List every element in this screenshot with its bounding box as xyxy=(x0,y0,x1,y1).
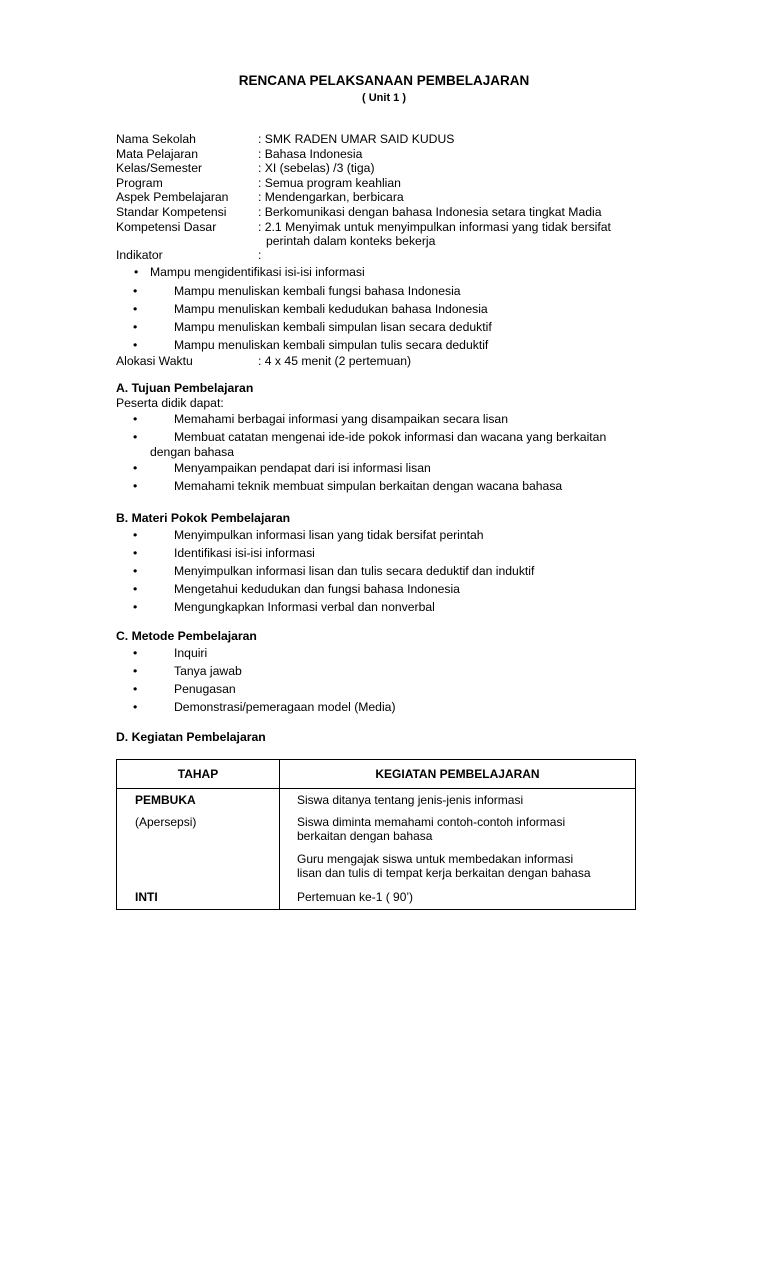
bullet-icon: • xyxy=(133,682,138,696)
tahap-inti: INTI xyxy=(135,890,158,904)
identity-row xyxy=(116,220,656,235)
list-item: • Menyampaikan pendapat dari isi informasi lisan xyxy=(133,461,431,475)
indikator-colon: : xyxy=(258,248,262,263)
bullet-icon: • xyxy=(133,479,138,493)
bullet-icon: • xyxy=(133,664,138,678)
bullet-icon: • xyxy=(133,546,138,560)
identity-value: : Mendengarkan, berbicara xyxy=(258,190,404,205)
bullet-icon: • xyxy=(133,319,138,334)
list-item: • Identifikasi isi-isi informasi xyxy=(133,546,315,560)
list-item: • Inquiri xyxy=(133,646,208,660)
bullet-icon: • xyxy=(133,283,138,298)
alokasi-row xyxy=(116,354,656,369)
list-item: • Menyimpulkan informasi lisan yang tidak bersifat perintah xyxy=(133,528,484,542)
page-subtitle: ( Unit 1 ) xyxy=(362,92,406,104)
identity-row xyxy=(116,147,656,162)
column-header-kegiatan: KEGIATAN PEMBELAJARAN xyxy=(280,760,636,789)
bullet-icon: • xyxy=(133,700,138,714)
identity-label: Program xyxy=(116,175,163,190)
tahap-apersepsi: (Apersepsi) xyxy=(135,815,197,829)
section-heading: B. Materi Pokok Pembelajaran xyxy=(116,511,291,525)
list-item: • Membuat catatan mengenai ide-ide pokok informasi dan wacana yang berkaitan dengan bahasa xyxy=(133,430,607,459)
bullet-icon: • xyxy=(133,461,138,475)
section-heading: C. Metode Pembelajaran xyxy=(116,629,257,643)
bullet-icon: • xyxy=(133,430,138,444)
identity-value: : Bahasa Indonesia xyxy=(258,146,363,161)
table-row xyxy=(117,886,636,910)
list-item: • Mampu menuliskan kembali kedudukan bahasa Indonesia xyxy=(133,301,488,316)
kegiatan-item: Siswa diminta memahami contoh-contoh informasi berkaitan dengan bahasa xyxy=(297,815,566,843)
list-item: • Mengetahui kedudukan dan fungsi bahasa Indonesia xyxy=(133,582,460,596)
kegiatan-table xyxy=(116,759,636,910)
bullet-icon: • xyxy=(133,412,138,426)
page-title: RENCANA PELAKSANAAN PEMBELAJARAN xyxy=(238,73,530,88)
list-item: • Mampu mengidentifikasi isi-isi informasi xyxy=(116,263,656,282)
section-materi xyxy=(116,511,656,616)
column-header-tahap: TAHAP xyxy=(117,760,280,789)
bullet-icon: • xyxy=(133,564,138,578)
section-heading: D. Kegiatan Pembelajaran xyxy=(116,730,266,744)
bullet-icon: • xyxy=(133,582,138,596)
identity-label: Kelas/Semester xyxy=(116,161,203,176)
section-heading: A. Tujuan Pembelajaran xyxy=(116,381,254,395)
bullet-icon: • xyxy=(133,528,138,542)
identity-label: Standar Kompetensi xyxy=(116,204,227,219)
identity-label: Mata Pelajaran xyxy=(116,146,198,161)
list-item: • Menyimpulkan informasi lisan dan tulis secara deduktif dan induktif xyxy=(133,564,535,578)
list-item: • Tanya jawab xyxy=(133,664,242,678)
bullet-icon: • xyxy=(133,646,138,660)
bullet-icon: • xyxy=(134,264,139,279)
bullet-icon: • xyxy=(133,337,138,352)
identity-row xyxy=(116,176,656,191)
identity-value: : Berkomunikasi dengan bahasa Indonesia setara tingkat Madia xyxy=(258,204,602,219)
indikator-label: Indikator xyxy=(116,248,163,263)
section-intro: Peserta didik dapat: xyxy=(116,396,224,410)
identity-row xyxy=(116,190,656,205)
kegiatan-item: Pertemuan ke-1 ( 90’) xyxy=(297,890,414,904)
alokasi-value: : 4 x 45 menit (2 pertemuan) xyxy=(258,353,412,368)
list-item: • Mampu menuliskan kembali fungsi bahasa Indonesia xyxy=(133,283,461,298)
alokasi-label: Alokasi Waktu xyxy=(116,353,193,368)
identity-row xyxy=(116,132,656,147)
table-row xyxy=(117,789,636,887)
identity-row xyxy=(116,205,656,220)
section-tujuan xyxy=(116,381,656,495)
identity-label: Nama Sekolah xyxy=(116,132,196,146)
identity-value: : 2.1 Menyimak untuk menyimpulkan informasi yang tidak bersifat xyxy=(258,219,611,234)
list-item: • Mengungkapkan Informasi verbal dan nonverbal xyxy=(133,600,435,614)
identity-label: Kompetensi Dasar xyxy=(116,219,217,234)
identity-value: : SMK RADEN UMAR SAID KUDUS xyxy=(258,132,455,146)
list-item: • Mampu menuliskan kembali simpulan lisan secara deduktif xyxy=(133,319,492,334)
tahap-pembuka: PEMBUKA xyxy=(135,793,196,807)
list-item: • Mampu menuliskan kembali simpulan tulis secara deduktif xyxy=(133,337,489,352)
identity-label: Aspek Pembelajaran xyxy=(116,190,229,205)
identity-value: : Semua program keahlian xyxy=(258,175,401,190)
table-header-row xyxy=(117,760,636,789)
bullet-icon: • xyxy=(133,600,138,614)
bullet-icon: • xyxy=(133,301,138,316)
identity-value: : XI (sebelas) /3 (tiga) xyxy=(258,161,375,176)
identity-block xyxy=(116,132,656,368)
section-kegiatan xyxy=(116,730,656,745)
list-item: • Penugasan xyxy=(133,682,236,696)
indikator-row xyxy=(116,248,656,263)
list-item: • Memahami teknik membuat simpulan berkaitan dengan wacana bahasa xyxy=(133,479,563,493)
kd-continuation: perintah dalam konteks bekerja xyxy=(266,234,436,249)
section-metode xyxy=(116,629,656,716)
kegiatan-item: Siswa ditanya tentang jenis-jenis informasi xyxy=(297,793,524,807)
kegiatan-item: Guru mengajak siswa untuk membedakan informasi lisan dan tulis di tempat kerja berkaitan dengan bahasa xyxy=(297,852,591,880)
list-item: • Memahami berbagai informasi yang disampaikan secara lisan xyxy=(133,412,508,426)
list-item: • Demonstrasi/pemeragaan model (Media) xyxy=(133,700,396,714)
identity-row xyxy=(116,161,656,176)
